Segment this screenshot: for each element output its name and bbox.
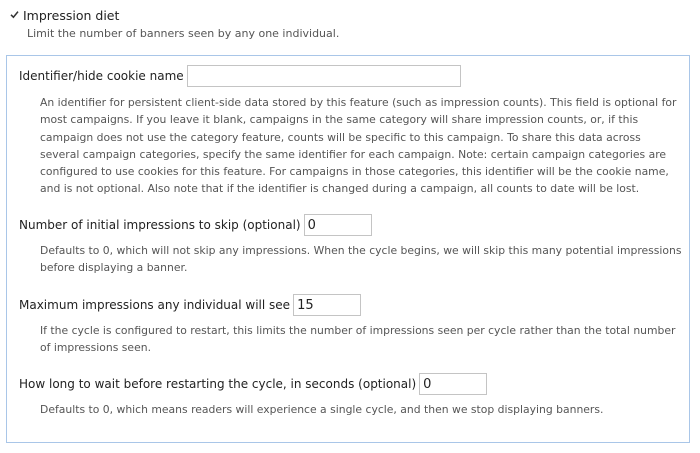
impression-diet-toggle[interactable] — [10, 6, 119, 26]
restart-wait-input[interactable] — [419, 373, 487, 395]
cookie-name-field — [19, 65, 461, 87]
cookie-name-label: Identifier/hide cookie name — [19, 69, 184, 83]
cookie-name-help: An identifier for persistent client-side data stored by this feature (such as impression counts). This field is optional for most campaigns. If you leave it blank, campaigns in the same category will share impression counts, or, if this campaign does not use the category feature, counts will be specific to this campaign. To share this data across several campaign categories, specify the same identifier for each campaign. Note: certain campaign categories are configured to use cookies for this feature. For campaigns in those categories, this identifier will be the cookie name, and is not optional. Also note that if the identifier is changed during a campaign, all counts to date will be lost. — [40, 96, 677, 196]
max-impressions-label: Maximum impressions any individual will see — [19, 298, 291, 312]
impression-diet-description: Limit the number of banners seen by any one individual. — [27, 27, 340, 40]
restart-wait-help: Defaults to 0, which means readers will experience a single cycle, and then we stop displaying banners. — [40, 403, 604, 416]
max-impressions-input[interactable] — [293, 294, 361, 316]
checkmark-icon[interactable] — [10, 9, 19, 21]
impression-diet-label: Impression diet — [23, 8, 120, 23]
impression-diet-fieldset — [6, 55, 690, 443]
restart-wait-label: How long to wait before restarting the cycle, in seconds (optional) — [19, 377, 417, 391]
skip-initial-help: Defaults to 0, which will not skip any impressions. When the cycle begins, we will skip this many potential impressions before displaying a banner. — [40, 244, 682, 275]
skip-initial-input[interactable] — [304, 214, 372, 236]
skip-initial-field — [19, 214, 372, 236]
restart-wait-field — [19, 373, 487, 395]
max-impressions-help: If the cycle is configured to restart, this limits the number of impressions seen per cycle rather than the total number of impressions seen. — [40, 324, 676, 355]
skip-initial-label: Number of initial impressions to skip (optional) — [19, 218, 301, 232]
max-impressions-field — [19, 294, 361, 316]
cookie-name-input[interactable] — [187, 65, 461, 87]
